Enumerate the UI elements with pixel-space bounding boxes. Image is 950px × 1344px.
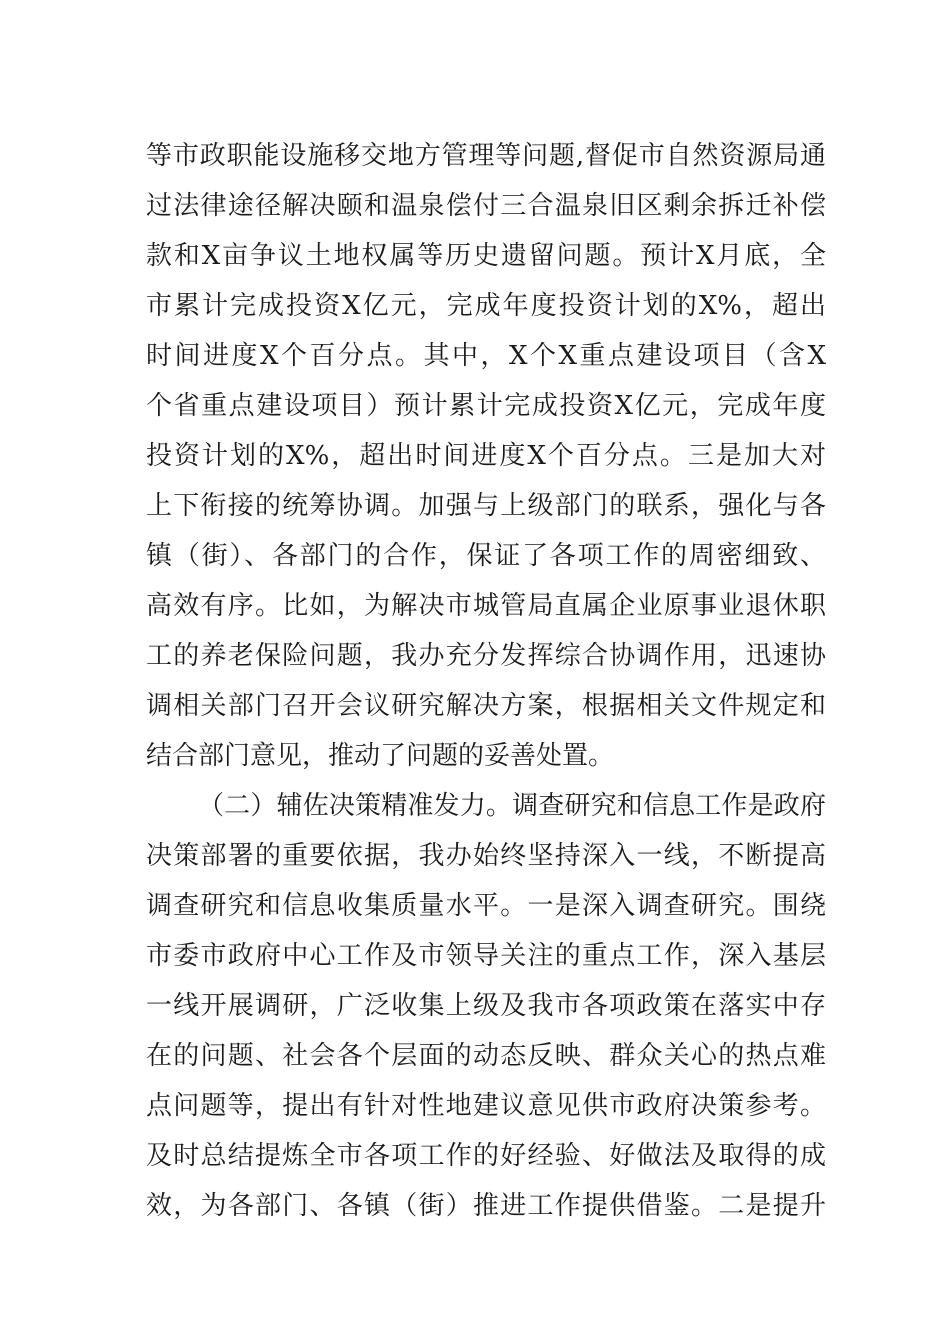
text-line: 等市政职能设施移交地方管理等问题,督促市自然资源局通 — [146, 141, 826, 171]
text-line: 个省重点建设项目）预计累计完成投资X亿元，完成年度 — [146, 391, 826, 421]
text-line: 及时总结提炼全市各项工作的好经验、好做法及取得的成 — [146, 1141, 826, 1171]
text-line: 市累计完成投资X亿元，完成年度投资计划的X%，超出 — [146, 291, 826, 321]
text-line: 工的养老保险问题，我办充分发挥综合协调作用，迅速协 — [146, 641, 826, 671]
paragraph-first-line: （二）辅佐决策精准发力。调查研究和信息工作是政府 — [198, 791, 826, 821]
text-line: 上下衔接的统筹协调。加强与上级部门的联系，强化与各 — [146, 491, 826, 521]
text-line: 调查研究和信息收集质量水平。一是深入调查研究。围绕 — [146, 891, 826, 921]
text-line: 高效有序。比如，为解决市城管局直属企业原事业退休职 — [146, 591, 826, 621]
text-line: 市委市政府中心工作及市领导关注的重点工作，深入基层 — [146, 941, 826, 971]
text-line: 结合部门意见，推动了问题的妥善处置。 — [146, 741, 615, 771]
text-line: 过法律途径解决颐和温泉偿付三合温泉旧区剩余拆迁补偿 — [146, 191, 826, 221]
body-text — [146, 131, 826, 1231]
text-line: 决策部署的重要依据，我办始终坚持深入一线，不断提高 — [146, 841, 826, 871]
text-line: 效，为各部门、各镇（街）推进工作提供借鉴。二是提升 — [146, 1191, 826, 1221]
text-line: 款和X亩争议土地权属等历史遗留问题。预计X月底，全 — [146, 241, 826, 271]
text-line: 一线开展调研，广泛收集上级及我市各项政策在落实中存 — [146, 991, 826, 1021]
text-line: 在的问题、社会各个层面的动态反映、群众关心的热点难 — [146, 1041, 826, 1071]
text-line: 点问题等，提出有针对性地建议意见供市政府决策参考。 — [146, 1091, 826, 1121]
text-line: 调相关部门召开会议研究解决方案，根据相关文件规定和 — [146, 691, 826, 721]
text-line: 投资计划的X%，超出时间进度X个百分点。三是加大对 — [146, 441, 826, 471]
text-line: 时间进度X个百分点。其中，X个X重点建设项目（含X — [146, 341, 826, 371]
text-line: 镇（街）、各部门的合作，保证了各项工作的周密细致、 — [146, 541, 826, 571]
